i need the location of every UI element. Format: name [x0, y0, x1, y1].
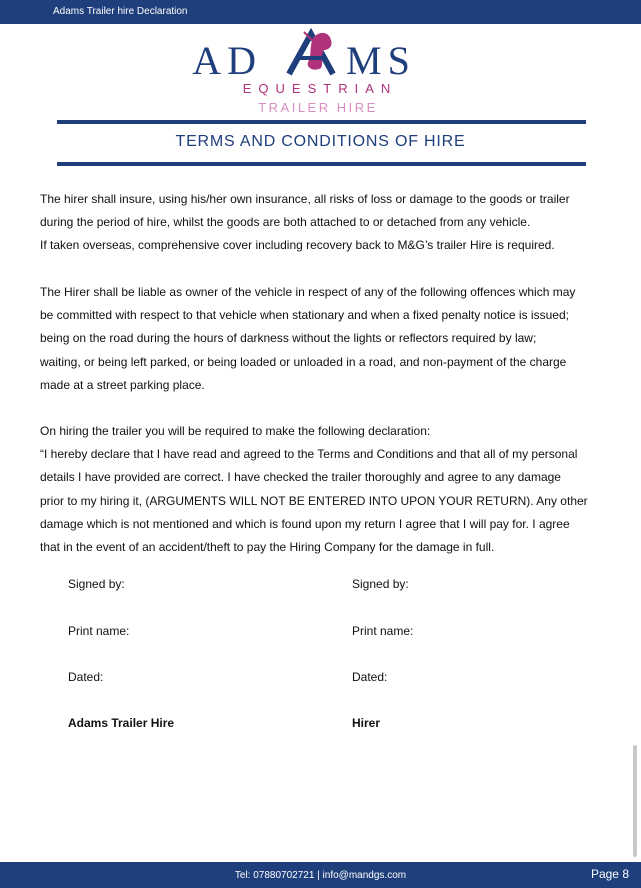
paragraph-line: made at a street parking place.	[40, 377, 205, 392]
vertical-scrollbar-thumb[interactable]	[633, 745, 637, 857]
left-print-name-label: Print name:	[68, 624, 130, 638]
paragraph-liability	[40, 281, 610, 397]
paragraph-line: being on the road during the hours of darkness without the lights or reflectors required by law;	[40, 331, 537, 346]
horse-head-a-icon	[289, 32, 333, 74]
paragraph-declaration	[40, 420, 610, 559]
paragraph-line: damage which is not mentioned and which is found upon my return I agree that I will pay for. I agree	[40, 516, 570, 531]
right-signed-by-label: Signed by:	[352, 577, 409, 591]
section-heading: TERMS AND CONDITIONS OF HIRE	[175, 133, 466, 150]
paragraph-line: be committed with respect to that vehicle when stationary and when a fixed penalty notice is issued;	[40, 308, 569, 323]
paragraph-line: prior to my hiring it, (ARGUMENTS WILL NOT BE ENTERED INTO UPON YOUR RETURN). Any other	[40, 493, 588, 508]
left-dated-label: Dated:	[68, 670, 104, 684]
footer-bar	[0, 862, 641, 888]
logo-brand-left: AD	[192, 38, 262, 83]
paragraph-insurance	[40, 188, 610, 258]
heading-bottom-rule	[57, 162, 586, 166]
heading-top-rule	[57, 120, 586, 124]
paragraph-line: during the period of hire, whilst the goods are both attached to or detached from any vehicle.	[40, 215, 531, 230]
paragraph-line: The Hirer shall be liable as owner of the vehicle in respect of any of the following offences which may	[40, 285, 576, 299]
right-party-name: Hirer	[352, 716, 381, 730]
paragraph-line: On hiring the trailer you will be required to make the following declaration:	[40, 424, 431, 438]
left-signed-by-label: Signed by:	[68, 577, 125, 591]
paragraph-line: “I hereby declare that I have read and agreed to the Terms and Conditions and that all of my personal	[40, 447, 578, 462]
document-title: Adams Trailer hire Declaration	[53, 6, 188, 17]
logo-subtitle-trailer-hire: TRAILER HIRE	[258, 100, 378, 115]
right-dated-label: Dated:	[352, 670, 388, 684]
logo-brand-right: MS	[346, 38, 416, 83]
company-logo	[0, 28, 641, 120]
footer-contact: Tel: 07880702721 | info@mandgs.com	[234, 870, 407, 881]
paragraph-line: that in the event of an accident/theft to pay the Hiring Company for the damage in full.	[40, 540, 495, 555]
page-number: Page 8	[590, 867, 629, 881]
paragraph-line: details I have provided are correct. I have checked the trailer thoroughly and agree to any damage	[40, 470, 561, 485]
left-party-name: Adams Trailer Hire	[68, 716, 175, 730]
paragraph-line: The hirer shall insure, using his/her own insurance, all risks of loss or damage to the goods or trailer	[40, 192, 570, 206]
paragraph-line: waiting, or being left parked, or being loaded or unloaded in a road, and non-payment of the charge	[40, 354, 567, 369]
paragraph-line: If taken overseas, comprehensive cover including recovery back to M&G’s trailer Hire is required.	[40, 238, 555, 253]
logo-subtitle-equestrian: EQUESTRIAN	[242, 81, 398, 96]
right-print-name-label: Print name:	[352, 624, 414, 638]
document-title-bar	[0, 0, 641, 24]
